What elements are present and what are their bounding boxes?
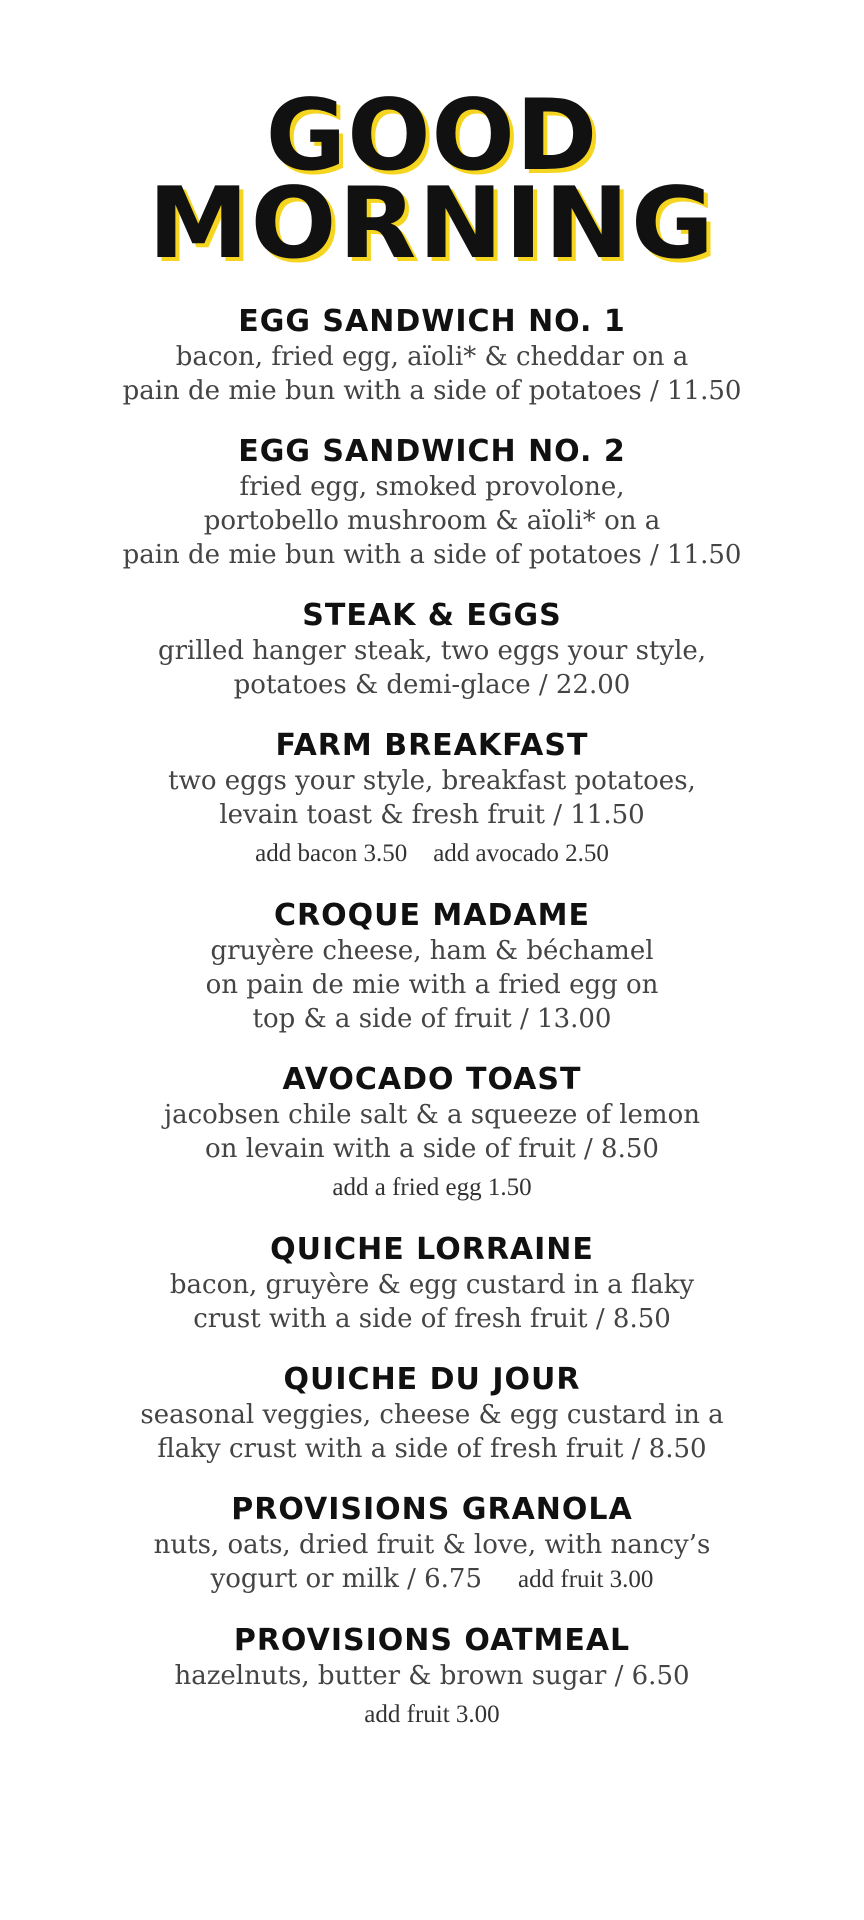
menu-item bbox=[0, 1062, 864, 1206]
menu-item-name: AVOCADO TOAST bbox=[282, 1062, 582, 1097]
menu-item-description bbox=[0, 668, 864, 702]
menu-item-name: CROQUE MADAME bbox=[274, 898, 590, 933]
description-text: grilled hanger steak, two eggs your style, bbox=[157, 636, 707, 666]
menu-item-description bbox=[0, 374, 864, 408]
description-text: jacobsen chile salt & a squeeze of lemon bbox=[164, 1100, 700, 1130]
description-text: top & a side of fruit / 13.00 bbox=[252, 1004, 612, 1034]
menu-item-description bbox=[0, 1268, 864, 1302]
description-text: potatoes & demi-glace / 22.00 bbox=[233, 670, 631, 700]
menu-item-description bbox=[0, 504, 864, 538]
description-text: gruyère cheese, ham & béchamel bbox=[210, 936, 654, 966]
menu-item-addon: add fruit 3.00 bbox=[364, 1701, 500, 1728]
description-text: bacon, gruyère & egg custard in a flaky bbox=[169, 1270, 695, 1300]
description-text: bacon, fried egg, aïoli* & cheddar on a bbox=[175, 342, 689, 372]
menu-item-description bbox=[0, 470, 864, 504]
menu-item-addon: add a fried egg 1.50 bbox=[332, 1174, 532, 1201]
menu-item-description bbox=[0, 798, 864, 832]
menu-item bbox=[0, 598, 864, 702]
description-text: yogurt or milk / 6.75 bbox=[210, 1564, 483, 1594]
menu-item-name: QUICHE DU JOUR bbox=[283, 1362, 581, 1397]
menu-item-addons bbox=[0, 836, 864, 872]
menu-item-name: QUICHE LORRAINE bbox=[270, 1232, 594, 1267]
description-text: flaky crust with a side of fresh fruit / 8.50 bbox=[157, 1434, 707, 1464]
description-text: on levain with a side of fruit / 8.50 bbox=[205, 1134, 659, 1164]
menu-item-description bbox=[0, 968, 864, 1002]
menu-item-description bbox=[0, 340, 864, 374]
menu-item-name: FARM BREAKFAST bbox=[275, 728, 589, 763]
menu-item-addons bbox=[0, 1697, 864, 1733]
menu-item bbox=[0, 728, 864, 872]
description-text: two eggs your style, breakfast potatoes, bbox=[168, 766, 696, 796]
menu-item-addons bbox=[0, 1170, 864, 1206]
description-text: pain de mie bun with a side of potatoes / 11.50 bbox=[122, 376, 742, 406]
description-text: hazelnuts, butter & brown sugar / 6.50 bbox=[174, 1661, 690, 1691]
description-text: crust with a side of fresh fruit / 8.50 bbox=[193, 1304, 671, 1334]
menu-item-description bbox=[0, 764, 864, 798]
menu-item bbox=[0, 1623, 864, 1733]
menu-item bbox=[0, 1232, 864, 1336]
menu-item-description bbox=[0, 1002, 864, 1036]
menu-item-description bbox=[0, 1398, 864, 1432]
menu-item-description bbox=[0, 1098, 864, 1132]
menu-item bbox=[0, 434, 864, 572]
menu-item-description bbox=[0, 1659, 864, 1693]
menu-title bbox=[0, 79, 864, 281]
menu-item-name: STEAK & EGGS bbox=[302, 598, 562, 633]
menu-item-addon: add avocado 2.50 bbox=[433, 840, 609, 867]
menu-item-description bbox=[0, 1562, 864, 1597]
menu-item-name: EGG SANDWICH NO. 1 bbox=[238, 304, 626, 339]
menu-item-addon: add fruit 3.00 bbox=[518, 1566, 654, 1593]
description-text: pain de mie bun with a side of potatoes / 11.50 bbox=[122, 540, 742, 570]
menu-item-name: EGG SANDWICH NO. 2 bbox=[238, 434, 626, 469]
menu-item bbox=[0, 898, 864, 1036]
menu-item bbox=[0, 1362, 864, 1466]
menu-list bbox=[0, 304, 864, 1733]
menu-item-description bbox=[0, 1528, 864, 1562]
menu-item-description bbox=[0, 1302, 864, 1336]
menu-item-name: PROVISIONS OATMEAL bbox=[233, 1623, 631, 1658]
menu-item-description bbox=[0, 934, 864, 968]
menu-item bbox=[0, 304, 864, 408]
title-line-1: GOOD bbox=[265, 79, 599, 193]
description-text: fried egg, smoked provolone, bbox=[239, 472, 625, 502]
menu-item-description bbox=[0, 634, 864, 668]
description-text: levain toast & fresh fruit / 11.50 bbox=[219, 800, 645, 830]
description-text: nuts, oats, dried fruit & love, with nancy’s bbox=[153, 1530, 711, 1560]
menu-item-addon: add bacon 3.50 bbox=[255, 840, 408, 867]
title-line-2: MORNING bbox=[148, 167, 716, 281]
description-text: portobello mushroom & aïoli* on a bbox=[203, 506, 661, 536]
menu-item-description bbox=[0, 1432, 864, 1466]
menu-item-description bbox=[0, 538, 864, 572]
description-text: on pain de mie with a fried egg on bbox=[205, 970, 659, 1000]
description-text: seasonal veggies, cheese & egg custard in a bbox=[140, 1400, 724, 1430]
menu-item-description bbox=[0, 1132, 864, 1166]
menu-item-name: PROVISIONS GRANOLA bbox=[231, 1492, 633, 1527]
menu-item bbox=[0, 1492, 864, 1597]
